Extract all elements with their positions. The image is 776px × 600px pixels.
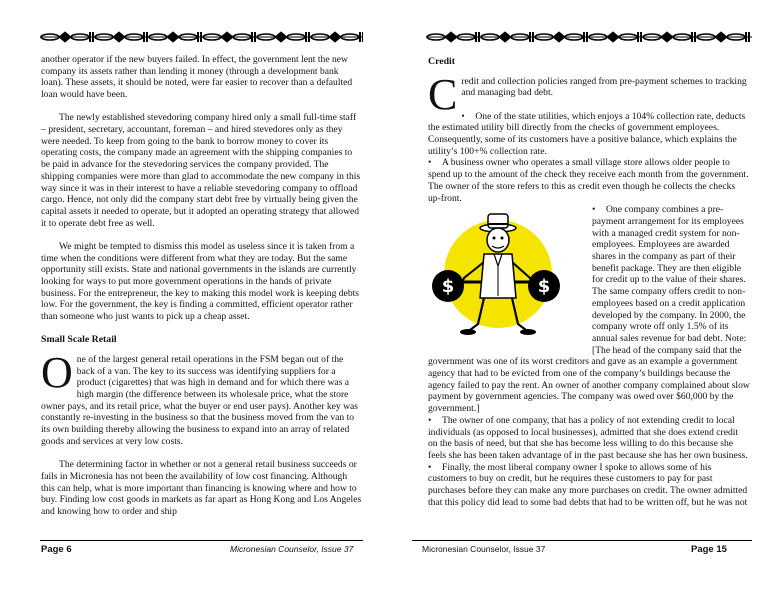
bullet-text: A business owner who operates a small village store allows older people to spend up to the amount of the check they receive each month from the government. The owner of the store refers to this as credit even though he collects the checks up-front.	[428, 157, 749, 204]
body-paragraph: We might be tempted to dismiss this model as useless since it is taken from a time when the conditions were different from what they are today. But the same opportunity still exists. State and national governments in the islands are currently looking for ways to put more government operations in the hands of private business. For the entrepreneur, the key to making this model work is keeping debts low. For the government, the key is finding a committed, efficient operator rather than someone who just wants to pick up a cheap asset.	[41, 240, 360, 323]
publication-issue: , Issue 37	[316, 544, 354, 554]
section-heading-small-scale-retail: Small Scale Retail	[41, 334, 117, 346]
dropcap-letter: O	[41, 347, 73, 397]
dropcap-paragraph-text: ne of the largest general retail operations in the FSM began out of the back of a van. The key to its success was identifying suppliers for a product (cigarettes) that was high in demand and for which there was a high margin (the difference between its wholesale price, what the store owner pays, and its retail price, what the buyer or end user pays). Another key was constantly re-investing in the business so that the business moved from the van to its own building thereby allowing the business to expand into an array of related goods and services at very low costs.	[41, 353, 359, 447]
dollar-sign-right: $	[537, 276, 551, 298]
bullet-icon: •	[428, 157, 432, 169]
list-item	[428, 157, 750, 204]
list-item	[428, 415, 750, 462]
body-paragraph: another operator if the new buyers failed. In effect, the government lent the new company its assets rather than lending it money (through a development bank loan). These assets, it should be noted, were far easier to recover than a defaulted loan would have been.	[41, 54, 353, 101]
left-column	[41, 54, 363, 529]
dropcap-letter: C	[428, 69, 458, 119]
list-item	[428, 462, 750, 509]
weightlifter-illustration-icon	[426, 206, 586, 344]
page-number: Page 6	[41, 544, 72, 555]
bullet-text: Finally, the most liberal company owner I spoke to allows some of his customers to buy on credit, but he requires these customers to pay for past purchases before they can make any more purchases on credit. The owner admitted that this policy did lead to some bad debts that had to be written off, but he was not	[428, 461, 748, 508]
dropcap-paragraph-text: redit and collection policies ranged from pre-payment schemes to tracking and managing bad debt.	[461, 75, 747, 99]
bullet-icon: •	[461, 110, 465, 122]
body-paragraph: The determining factor in whether or not a general retail business succeeds or fails in Micronesia has not been the availability of low cost financing. Although this can help, what is more important than financing is knowing where and how to buy. Finding low cost goods in markets as far apart as Hong Kong and Los Angeles and knowing how to order and ship	[41, 459, 362, 517]
section-heading-credit: Credit	[428, 56, 456, 67]
dropcap-paragraph	[41, 347, 363, 448]
bullet-icon: •	[428, 414, 432, 426]
footer-rule	[40, 540, 363, 541]
publication-name: Micronesian Counselor, Issue 37	[422, 544, 546, 554]
footer-rule	[412, 540, 752, 541]
publication-title: Micronesian Counselor	[230, 544, 317, 554]
ornament-border-icon	[426, 30, 752, 44]
bullet-icon: •	[428, 461, 432, 473]
dropcap-paragraph	[428, 69, 750, 119]
bullet-text: One company combines a pre-payment arrangement for its employees with a managed credit system for non-employees. Employees are awarded shares in the company as part of their benefit package. They are then eligible for credit up to the value of their shares. The same company offers credit to non-employees based on a credit application developed by the company. In 2000, the company wrote off only 1.5% of its annual sales revenue for bad debt. Note: [The head of the company said that the government was one of its worst creditors and gave as an example a government agency that had to be evicted from one of the company’s buildings because the agency failed to pay the rent. An owner of another company complained about slow payment by government agencies. The company was owed over $60,000 by the government.]	[428, 204, 750, 415]
right-column	[428, 54, 750, 509]
body-paragraph: The newly established stevedoring company hired only a small full-time staff – president, secretary, accountant, foreman – and hired stevedores only as they were needed. To keep from going to the bank to borrow money to cover its operating costs, the company made an agreement with the shipping companies to be paid in advance for the stevedoring services the company provided. The shipping companies were more than glad to accommodate the new company in this way since it was in their interest to have a reliable stevedoring company to offload cargo. Hence, not only did the company start debt free by virtually being given the capital assets it needed to operate, but it adopted an operating strategy that allowed it to operate debt free as well.	[41, 112, 361, 229]
bullet-icon: •	[592, 204, 596, 216]
dollar-sign-left: $	[441, 276, 455, 298]
ornament-border-icon	[40, 30, 363, 44]
publication-name	[230, 544, 353, 554]
right-page	[388, 0, 776, 600]
list-item	[428, 111, 750, 158]
page-number: Page 15	[691, 544, 727, 555]
bullet-text: One of the state utilities, which enjoys a 104% collection rate, deducts the estimated utility bill directly from the checks of government employees. Consequently, some of its customers have a positive balance, which explains the utility’s 100+% collection rate.	[428, 110, 746, 157]
bullet-text: The owner of one company, that has a policy of not extending credit to local individuals (as opposed to local businesses), admitted that she does extend credit on the basis of need, but that she has become less willing to do this because she feels she has been taken advantage of in the past because she has her own business.	[428, 414, 748, 461]
